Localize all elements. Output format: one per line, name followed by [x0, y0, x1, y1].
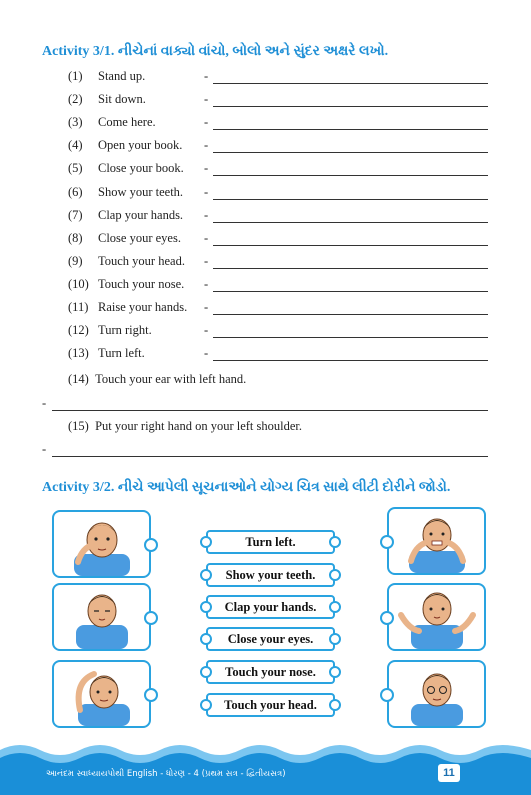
exercise-row — [68, 323, 488, 343]
boy-clapping-hands-icon — [389, 585, 484, 649]
picture-card-right-2[interactable] — [387, 583, 486, 651]
answer-line[interactable] — [213, 337, 488, 338]
item-text: Come here. — [98, 115, 156, 130]
picture-card-left-3[interactable] — [52, 660, 151, 728]
item-number: (8) — [68, 230, 83, 245]
answer-line[interactable] — [213, 175, 488, 176]
boy-touching-head-icon — [54, 662, 149, 726]
item-number: (7) — [68, 207, 83, 222]
picture-card-right-1[interactable] — [387, 507, 486, 575]
phrase-label: Touch your head. — [224, 698, 317, 712]
item-dash: - — [204, 276, 209, 291]
exercise-row — [68, 231, 488, 251]
exercise-row — [68, 346, 488, 366]
exercise-row — [68, 300, 488, 320]
item-text: Clap your hands. — [98, 207, 184, 222]
item-number: (11) — [68, 300, 89, 314]
item-text: Touch your head. — [98, 253, 185, 268]
item-text: Turn left. — [98, 346, 145, 361]
item-dash: - — [204, 346, 209, 361]
item-dash: - — [204, 300, 209, 314]
item-number: (6) — [68, 184, 83, 199]
footer-text: આનંદમ સ્વાધ્યાયપોથી English - ધોરણ - 4 (પ્રથમ સત્ર - દ્વિતીયસત્ર) — [46, 769, 286, 779]
answer-line[interactable] — [213, 245, 488, 246]
phrase-pill[interactable] — [206, 693, 335, 717]
phrase-pill[interactable] — [206, 530, 335, 554]
item-dash: - — [204, 69, 209, 83]
boy-touching-nose-icon — [54, 512, 149, 576]
exercise-row — [68, 138, 488, 158]
item-dash: - — [204, 115, 209, 130]
phrase-label: Show your teeth. — [225, 568, 316, 582]
boy-closing-eyes-icon — [54, 585, 149, 649]
item-dash: - — [204, 207, 209, 222]
answer-line[interactable] — [213, 291, 488, 292]
item-text: Stand up. — [98, 69, 146, 83]
item-text: Turn right. — [98, 323, 152, 338]
answer-line[interactable] — [213, 314, 488, 315]
item-text: Sit down. — [98, 92, 146, 107]
exercise-row — [68, 92, 488, 112]
exercise-row — [68, 161, 488, 181]
item-number: (2) — [68, 92, 83, 107]
answer-line[interactable] — [213, 268, 488, 269]
boy-showing-teeth-icon — [389, 509, 484, 573]
exercise-row — [68, 208, 488, 228]
item-text: Open your book. — [98, 138, 183, 153]
picture-card-right-3[interactable] — [387, 660, 486, 728]
item-text: Close your book. — [98, 161, 184, 176]
item-dash: - — [204, 230, 209, 245]
item-14-text: (14) Touch your ear with left hand. — [68, 372, 247, 386]
item-text: Touch your nose. — [98, 276, 185, 291]
picture-card-left-1[interactable] — [52, 510, 151, 578]
phrase-label: Touch your nose. — [225, 665, 316, 679]
item-number: (1) — [68, 69, 83, 83]
item-15-text: (15) Put your right hand on your left shoulder. — [68, 419, 302, 433]
item-text: Raise your hands. — [98, 300, 188, 314]
answer-line[interactable] — [213, 129, 488, 130]
phrase-label: Clap your hands. — [224, 600, 317, 614]
activity-3-1-title: Activity 3/1. નીચેનાં વાક્યો વાંચો, બોલો અને સુંદર અક્ષરે લખો. — [42, 44, 389, 59]
answer-line[interactable] — [213, 152, 488, 153]
item-number: (12) — [68, 323, 89, 338]
activity-3-2-title: Activity 3/2. નીચે આપેલી સૂચનાઓને યોગ્ય ચિત્ર સાથે લીટી દોરીને જોડો. — [42, 480, 451, 495]
exercise-row — [68, 277, 488, 297]
item-dash: - — [204, 184, 209, 199]
answer-line[interactable] — [213, 83, 488, 84]
phrase-pill[interactable] — [206, 563, 335, 587]
exercise-row — [68, 254, 488, 274]
boy-turning-left-icon — [389, 662, 484, 726]
item-number: (3) — [68, 115, 83, 130]
item-dash: - — [204, 253, 209, 268]
exercise-row — [68, 115, 488, 135]
item-text: Show your teeth. — [98, 184, 184, 199]
item-number: (9) — [68, 253, 83, 268]
item-number: (5) — [68, 161, 83, 176]
item-dash: - — [204, 92, 209, 107]
picture-card-left-2[interactable] — [52, 583, 151, 651]
item-number: (10) — [68, 276, 89, 291]
exercise-row — [68, 185, 488, 205]
item-text: Close your eyes. — [98, 230, 181, 245]
item-number: (13) — [68, 346, 89, 361]
exercise-row — [68, 69, 488, 89]
item-dash: - — [204, 138, 209, 153]
page-number: 11 — [438, 764, 460, 782]
item-dash: - — [204, 161, 209, 176]
phrase-pill[interactable] — [206, 595, 335, 619]
item-number: (4) — [68, 138, 83, 153]
phrase-pill[interactable] — [206, 660, 335, 684]
answer-line[interactable] — [213, 360, 488, 361]
answer-line[interactable] — [213, 199, 488, 200]
phrase-label: Close your eyes. — [227, 632, 314, 646]
answer-line[interactable] — [213, 106, 488, 107]
answer-line[interactable] — [213, 222, 488, 223]
phrase-label: Turn left. — [245, 535, 296, 549]
item-dash: - — [204, 323, 209, 338]
phrase-pill[interactable] — [206, 627, 335, 651]
